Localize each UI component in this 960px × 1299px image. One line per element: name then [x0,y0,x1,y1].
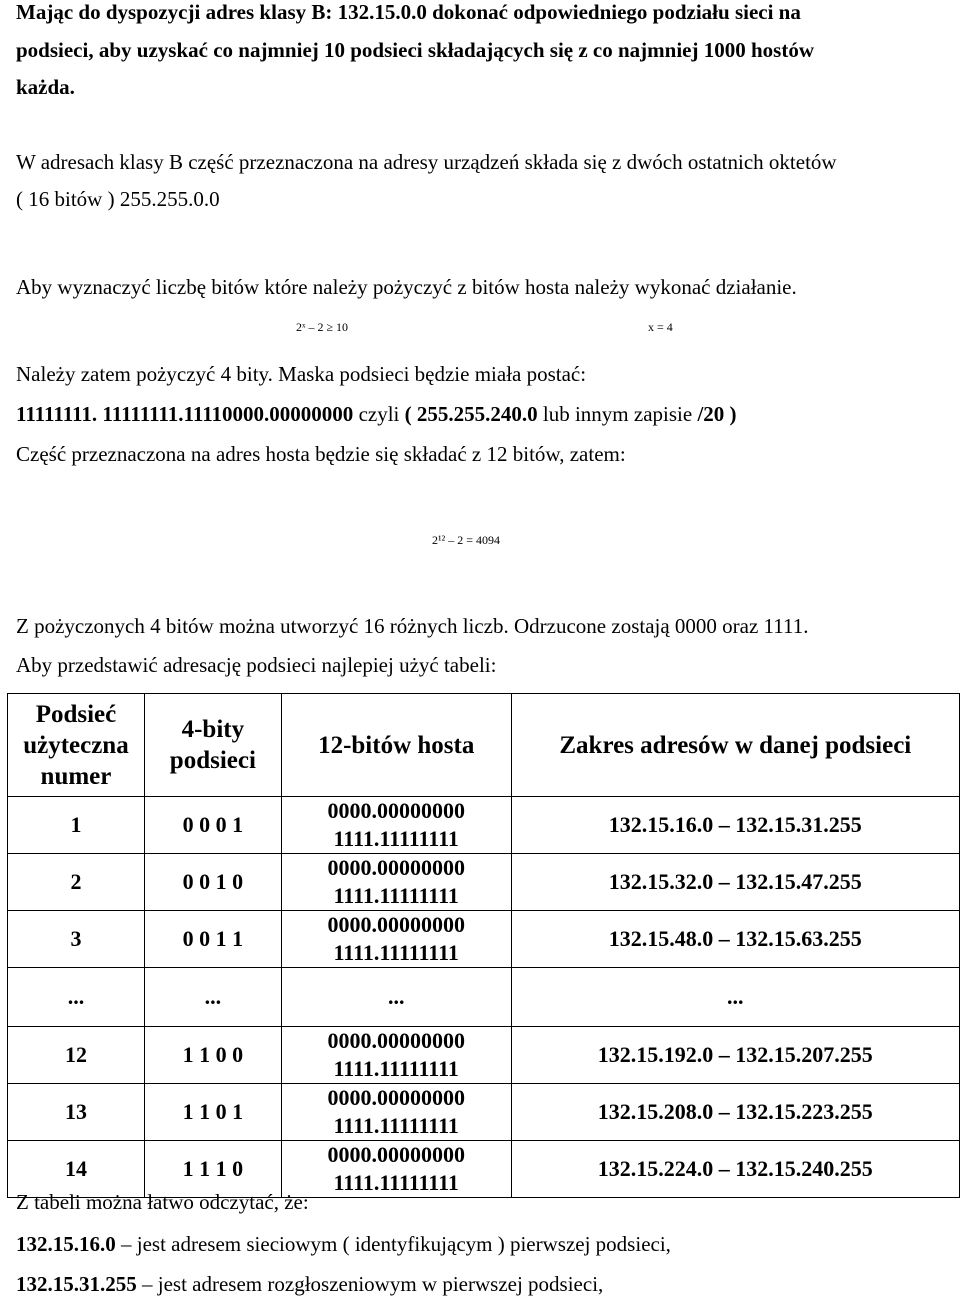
intro-line-2: podsieci, aby uzyskać co najmniej 10 podsieci składających się z co najmniej 1000 hostów [16,38,814,62]
table-row [8,797,960,854]
conclusion-intro: Z tabeli można łatwo odczytać, że: [16,1190,309,1214]
host-to: 1111.11111111 [333,1113,459,1138]
network-text: – jest adresem sieciowym ( identyfikującym ) pierwszej podsieci, [115,1232,671,1256]
header-subnet-number: Podsieć użyteczna numer [8,694,145,797]
formula-borrow: 2ˣ – 2 ≥ 10 [296,320,349,334]
address-range: 132.15.192.0 – 132.15.207.255 [511,1027,959,1084]
broadcast-address: 132.15.31.255 [16,1272,137,1296]
combos-line-2: Aby przedstawić adresację podsieci najlepiej użyć tabeli: [16,653,497,677]
host-bits [281,911,511,968]
host-to: 1111.11111111 [333,1056,459,1081]
table-row [8,1084,960,1141]
formula-hosts: 2¹² – 2 = 4094 [432,533,500,547]
classb-line-2: ( 16 bitów ) 255.255.0.0 [16,187,220,211]
header-address-range: Zakres adresów w danej podsieci [511,694,959,797]
subnet-number: 1 [8,797,145,854]
subnet-number: 13 [8,1084,145,1141]
address-range: 132.15.224.0 – 132.15.240.255 [511,1141,959,1198]
host-from: 0000.00000000 [327,855,465,880]
host-from: 0000.00000000 [327,798,465,823]
ellipsis-cell: ... [511,968,959,1027]
mask-binary: 11111111. 11111111.11110000.00000000 [16,402,354,426]
subnet-bits: 0 0 0 1 [144,797,281,854]
host-to: 1111.11111111 [333,1170,459,1195]
header-host-bits: 12-bitów hosta [281,694,511,797]
mask-decimal: ( 255.255.240.0 [404,402,538,426]
network-address: 132.15.16.0 [16,1232,116,1256]
host-to: 1111.11111111 [333,940,459,965]
formula-result: x = 4 [648,320,673,334]
subnet-number: 12 [8,1027,145,1084]
subnet-bits: 1 1 1 0 [144,1141,281,1198]
host-bits [281,1027,511,1084]
table-ellipsis-row [8,968,960,1027]
table-row [8,911,960,968]
mask-mid: czyli [353,402,405,426]
mask-prefix: /20 ) [697,402,737,426]
mask-line [16,402,737,427]
table-header-row [8,694,960,797]
ellipsis-cell: ... [144,968,281,1027]
subnet-number: 2 [8,854,145,911]
subnet-table [7,693,960,1198]
host-bits [281,797,511,854]
ellipsis-cell: ... [281,968,511,1027]
table-row [8,854,960,911]
borrow-text: Aby wyznaczyć liczbę bitów które należy pożyczyć z bitów hosta należy wykonać działanie. [16,275,797,299]
ellipsis-cell: ... [8,968,145,1027]
table-row [8,1141,960,1198]
host-bits [281,1141,511,1198]
address-range: 132.15.16.0 – 132.15.31.255 [511,797,959,854]
host-from: 0000.00000000 [327,1028,465,1053]
address-range: 132.15.208.0 – 132.15.223.255 [511,1084,959,1141]
host-from: 0000.00000000 [327,1142,465,1167]
address-range: 132.15.32.0 – 132.15.47.255 [511,854,959,911]
subnet-bits: 0 0 1 0 [144,854,281,911]
combos-line-1: Z pożyczonych 4 bitów można utworzyć 16 różnych liczb. Odrzucone zostają 0000 oraz 1111. [16,614,809,638]
subnet-number: 14 [8,1141,145,1198]
classb-line-1: W adresach klasy B część przeznaczona na adresy urządzeń składa się z dwóch ostatnich oktetów [16,150,837,174]
header-subnet-bits: 4-bity podsieci [144,694,281,797]
subnet-bits: 1 1 0 1 [144,1084,281,1141]
host-to: 1111.11111111 [333,883,459,908]
address-range: 132.15.48.0 – 132.15.63.255 [511,911,959,968]
intro-line-1: Mając do dyspozycji adres klasy B: 132.15.0.0 dokonać odpowiedniego podziału sieci na [16,0,801,24]
conclusion-broadcast [16,1272,603,1297]
subnet-bits: 0 0 1 1 [144,911,281,968]
borrow-result: Należy zatem pożyczyć 4 bity. Maska podsieci będzie miała postać: [16,362,587,386]
broadcast-text: – jest adresem rozgłoszeniowym w pierwszej podsieci, [136,1272,604,1296]
table-row [8,1027,960,1084]
host-bits [281,854,511,911]
mask-alt: lub innym zapisie [537,402,698,426]
conclusion-network [16,1232,671,1257]
host-part: Część przeznaczona na adres hosta będzie się składać z 12 bitów, zatem: [16,442,626,466]
host-to: 1111.11111111 [333,826,459,851]
host-from: 0000.00000000 [327,1085,465,1110]
subnet-number: 3 [8,911,145,968]
subnet-bits: 1 1 0 0 [144,1027,281,1084]
host-from: 0000.00000000 [327,912,465,937]
host-bits [281,1084,511,1141]
intro-line-3: każda. [16,75,75,99]
